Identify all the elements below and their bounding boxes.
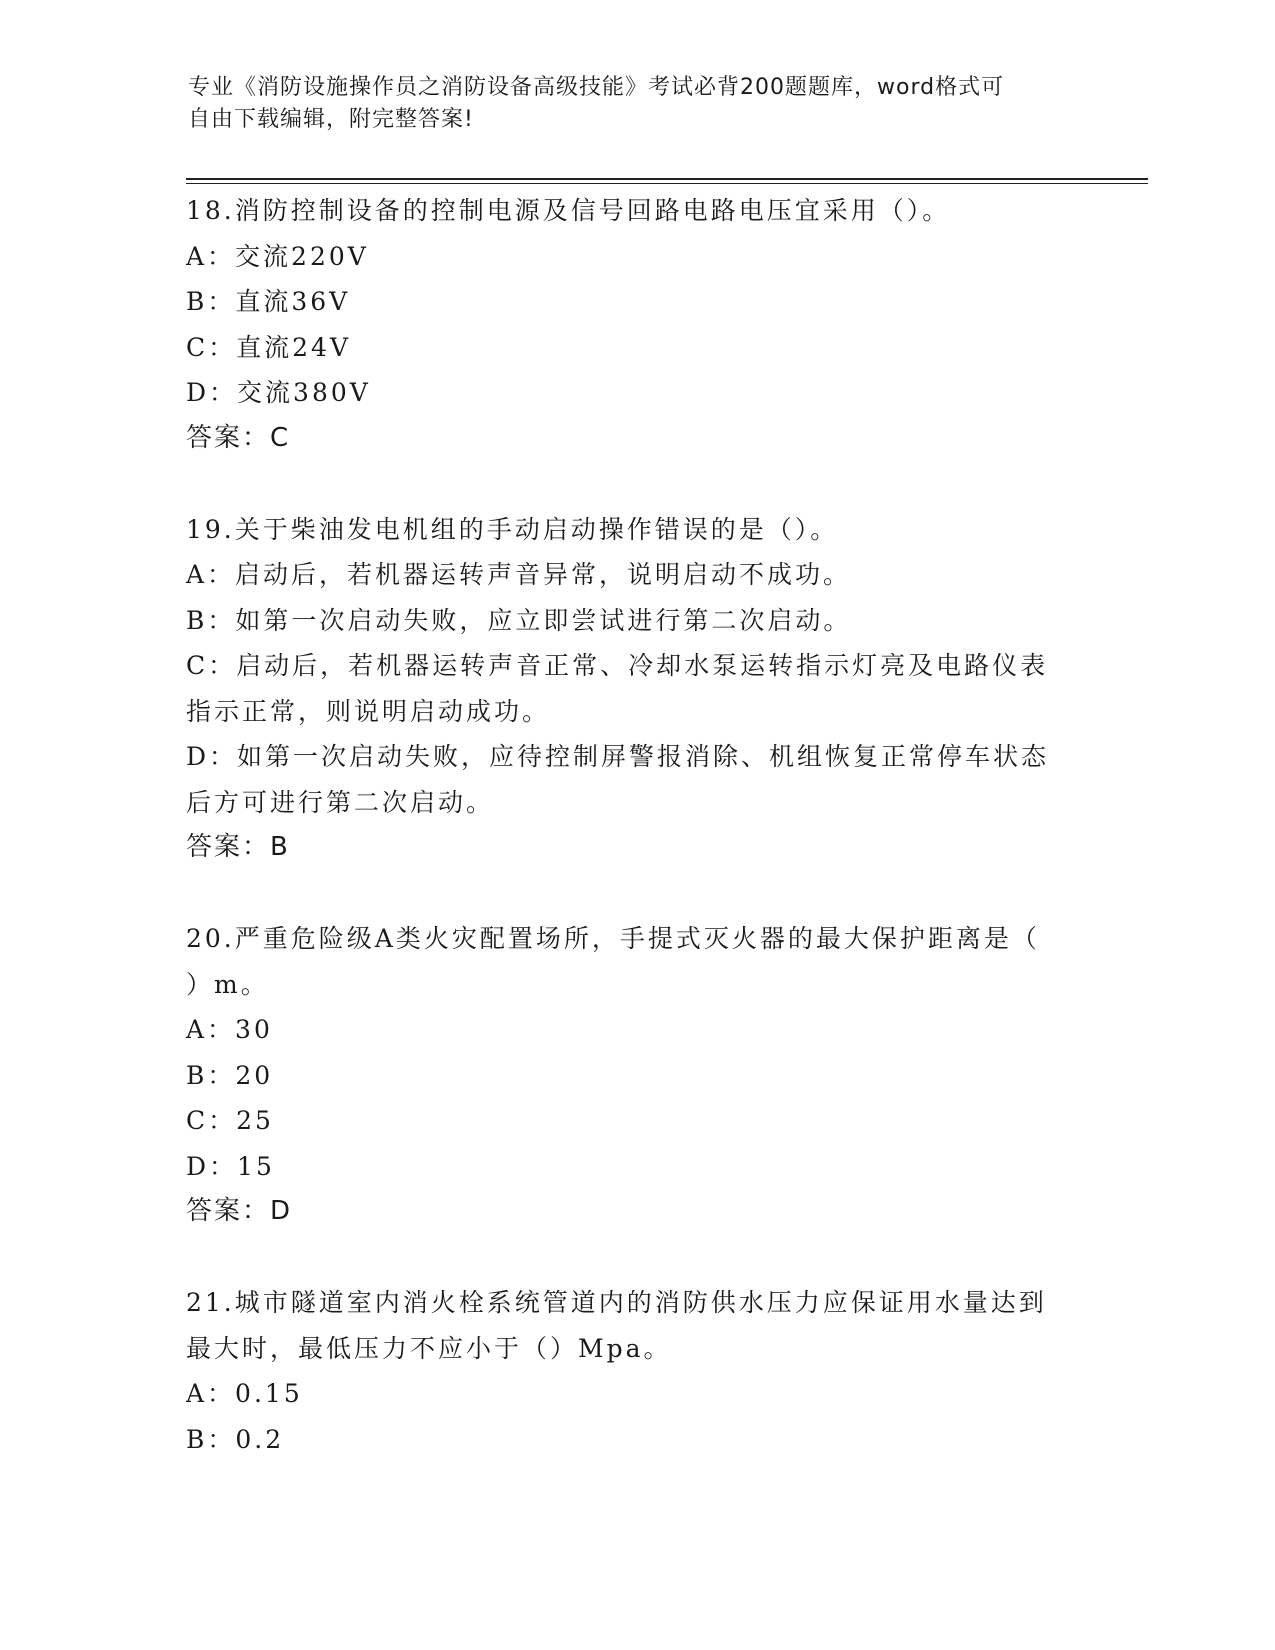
question-stem-line: 21.城市隧道室内消火栓系统管道内的消防供水压力应保证用水量达到 [186, 1288, 1047, 1317]
option-line: D：交流380V [186, 378, 371, 407]
option-line: B：直流36V [186, 287, 351, 316]
option-line: C：25 [186, 1106, 274, 1135]
header-line-1: 专业《消防设施操作员之消防设备高级技能》考试必背200题题库，word格式可 [188, 75, 1005, 100]
header-divider [186, 178, 1148, 184]
question-spacer [186, 461, 1086, 507]
question-stem-line: 19.关于柴油发电机组的手动启动操作错误的是（）。 [186, 514, 839, 544]
document-header [188, 72, 1068, 136]
question-list [186, 188, 1086, 1462]
question-block [186, 916, 1086, 1280]
question-spacer [186, 1235, 1086, 1281]
option-line: A：交流220V [186, 241, 369, 271]
question-stem-line: 20.严重危险级A类火灾配置场所，手提式灭火器的最大保护距离是（ [186, 924, 1040, 953]
option-line: 指示正常，则说明启动成功。 [186, 696, 551, 726]
question-block [186, 188, 1086, 507]
option-line: B：0.2 [186, 1424, 285, 1454]
option-line: A：0.15 [186, 1379, 303, 1408]
answer-line: 答案：D [186, 1196, 293, 1226]
option-line: A：30 [186, 1015, 273, 1044]
option-line: D：15 [186, 1151, 275, 1181]
answer-line: 答案：C [186, 422, 291, 453]
option-line: B：20 [186, 1060, 274, 1090]
option-line: C：直流24V [186, 332, 351, 362]
question-block [186, 1280, 1086, 1462]
option-line: A：启动后，若机器运转声音异常，说明启动不成功。 [186, 560, 852, 589]
answer-line: 答案：B [186, 832, 290, 862]
question-stem-line: 18.消防控制设备的控制电源及信号回路电路电压宜采用（）。 [186, 196, 951, 225]
question-spacer [186, 871, 1086, 917]
question-stem-line: 最大时，最低压力不应小于（）Mpa。 [186, 1333, 672, 1363]
question-block [186, 507, 1086, 917]
option-line: C：启动后，若机器运转声音正常、冷却水泵运转指示灯亮及电路仪表 [186, 651, 1049, 680]
header-line-2: 自由下载编辑，附完整答案! [188, 107, 474, 132]
option-line: 后方可进行第二次启动。 [186, 787, 495, 817]
question-stem-line: ）m。 [186, 969, 269, 999]
option-line: B：如第一次启动失败，应立即尝试进行第二次启动。 [186, 605, 852, 635]
option-line: D：如第一次启动失败，应待控制屏警报消除、机组恢复正常停车状态 [186, 742, 1050, 771]
